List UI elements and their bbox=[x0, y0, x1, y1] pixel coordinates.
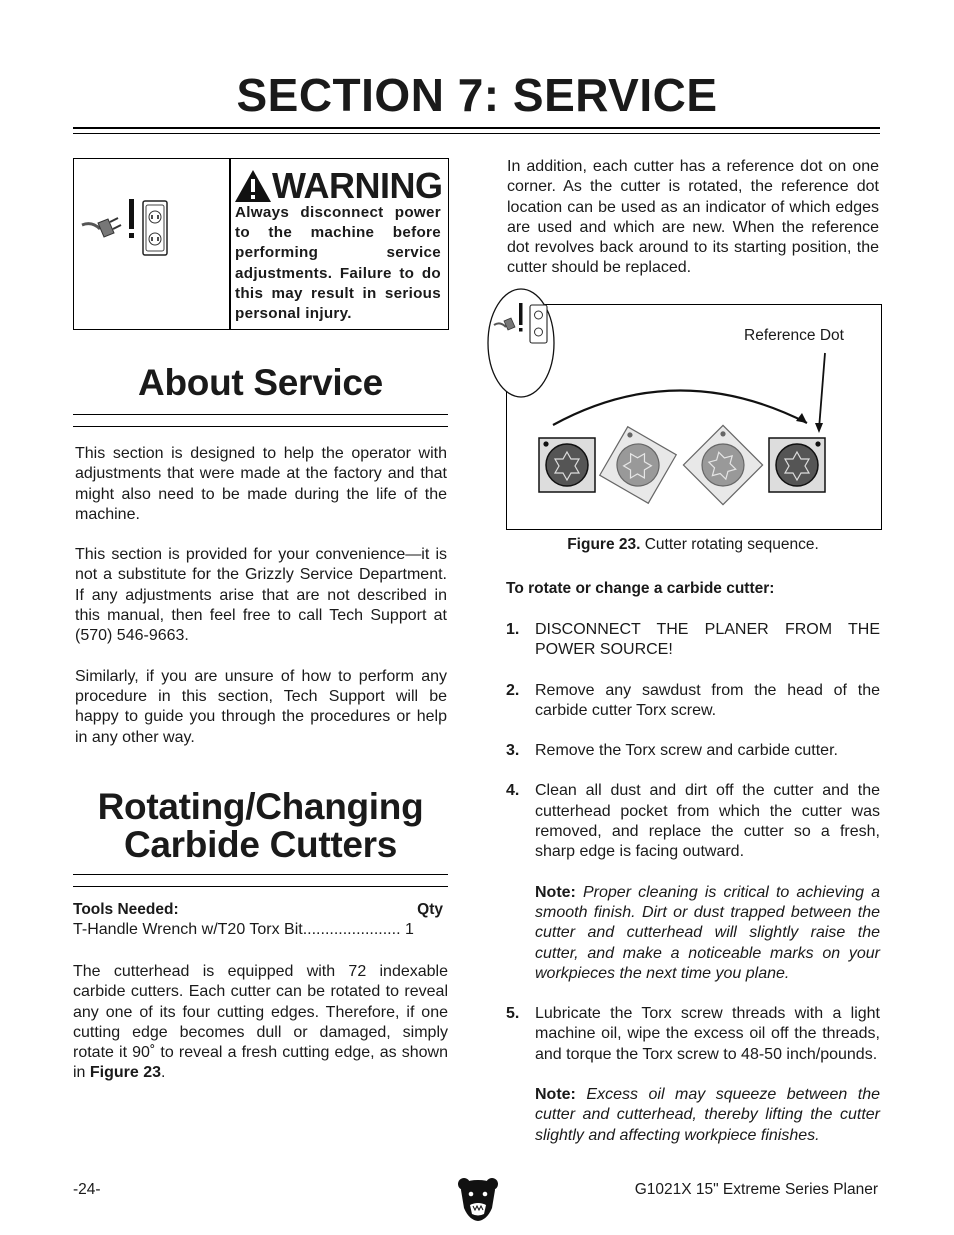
rotating-intro-end: . bbox=[161, 1064, 166, 1082]
note-text: Excess oil may squeeze between the cutter and cutterhead, thereby lifting the cutter slightly and affecting workpiece finishes. bbox=[535, 1086, 880, 1144]
step-number: 5. bbox=[506, 1005, 520, 1023]
step-item bbox=[506, 620, 880, 661]
title-rule-bottom bbox=[73, 133, 880, 134]
cutter-3 bbox=[683, 425, 762, 504]
note-oil bbox=[535, 1085, 880, 1146]
tool-item-qty: 1 bbox=[404, 921, 414, 938]
rotating-heading-line1: Rotating/Changing bbox=[97, 786, 424, 827]
step-item bbox=[506, 781, 880, 862]
step-number: 2. bbox=[506, 681, 520, 699]
about-service-heading: About Service bbox=[138, 362, 383, 403]
step-text: DISCONNECT THE PLANER FROM THE POWER SOURCE! bbox=[535, 621, 880, 659]
rotating-heading bbox=[73, 788, 448, 864]
step-item bbox=[506, 741, 880, 761]
about-body bbox=[75, 444, 447, 768]
warning-box bbox=[73, 158, 449, 330]
reference-dot-intro: In addition, each cutter has a reference dot on one corner. As the cutter is rotated, the reference dot location can be used as an indicator of which edges are used and which are new. When the reference dot revolves back around to its starting position, the cutter should be replaced. bbox=[507, 158, 879, 277]
rotating-rule-2 bbox=[73, 886, 448, 887]
step-number: 1. bbox=[506, 621, 520, 638]
tool-item-name: T-Handle Wrench w/T20 Torx Bit bbox=[73, 921, 303, 938]
about-paragraph: This section is designed to help the operator with adjustments that were made at the factory and that might also need to be made during the life of the machine. bbox=[75, 445, 447, 523]
tool-item-row bbox=[73, 921, 443, 939]
about-paragraph: This section is provided for your convenience—it is not a substitute for the Grizzly Service Department. If any adjustments arise that are not described in this manual, then feel free to call Tech Support at (570) 546-9663. bbox=[75, 546, 447, 645]
figure-caption-label: Figure 23. bbox=[567, 536, 641, 553]
rotating-rule-1 bbox=[73, 874, 448, 875]
page-number: -24- bbox=[73, 1181, 101, 1198]
rotating-intro-text: The cutterhead is equipped with 72 indexable carbide cutters. Each cutter can be rotated to reveal any one of its four cutting edges. Therefore, if one cutting edge becomes dull or damaged, simply rotate it 90˚ to reveal a fresh cutting edge, as shown in bbox=[73, 963, 448, 1082]
cutter-1 bbox=[539, 438, 595, 492]
reference-dot-callout: Reference Dot bbox=[744, 327, 844, 344]
step-text: Lubricate the Torx screw threads with a light machine oil, wipe the excess oil off the threads, and torque the Torx screw to 48-50 inch/pounds. bbox=[535, 1005, 880, 1063]
tools-header bbox=[73, 901, 443, 919]
qty-label: Qty bbox=[417, 901, 443, 918]
rotating-intro bbox=[73, 962, 448, 1084]
step-number: 3. bbox=[506, 742, 520, 760]
cutter-4 bbox=[769, 438, 825, 492]
step-item bbox=[506, 1004, 880, 1065]
procedure-steps bbox=[506, 620, 880, 1166]
model-footer: G1021X 15" Extreme Series Planer bbox=[634, 1181, 878, 1198]
step-number: 4. bbox=[506, 782, 520, 800]
warning-heading bbox=[234, 165, 443, 207]
figure-reference: Figure 23 bbox=[89, 1064, 162, 1082]
section-title: SECTION 7: SERVICE bbox=[236, 69, 718, 121]
about-rule-1 bbox=[73, 414, 448, 415]
note-label: Note: bbox=[535, 1086, 576, 1104]
about-rule-2 bbox=[73, 426, 448, 427]
note-cleaning bbox=[535, 883, 880, 984]
step-text: Clean all dust and dirt off the cutter and the cutterhead pocket from which the cutter was removed, and replace the cutter so a fresh, sharp edge is facing outward. bbox=[535, 782, 880, 861]
step-text: Remove any sawdust from the head of the carbide cutter Torx screw. bbox=[535, 681, 880, 719]
step-text: Remove the Torx screw and carbide cutter. bbox=[535, 742, 838, 760]
step-item bbox=[506, 681, 880, 722]
figure-caption-text: Cutter rotating sequence. bbox=[644, 536, 819, 553]
grizzly-bear-logo bbox=[457, 1176, 499, 1222]
unplug-power-icon bbox=[80, 195, 172, 259]
note-label: Note: bbox=[535, 883, 576, 901]
tools-label: Tools Needed: bbox=[73, 901, 179, 918]
tool-item-dots: ...................... bbox=[302, 921, 401, 938]
unplug-badge-icon bbox=[486, 287, 556, 399]
cutter-2 bbox=[600, 427, 676, 503]
note-text: Proper cleaning is critical to achieving a smooth finish. Dirt or dust trapped between the cutter and cutterhead will slightly raise the cutter, and make a noticeable marks on your workpieces the next time you plane. bbox=[535, 883, 880, 982]
warning-triangle-icon bbox=[234, 169, 272, 203]
warning-divider bbox=[229, 159, 231, 329]
rotating-heading-line2: Carbide Cutters bbox=[123, 824, 398, 865]
procedure-heading: To rotate or change a carbide cutter: bbox=[506, 580, 775, 597]
warning-heading-text: WARNING bbox=[272, 165, 443, 206]
figure-23-box bbox=[506, 304, 882, 530]
title-rule-top bbox=[73, 127, 880, 129]
about-paragraph: Similarly, if you are unsure of how to perform any procedure in this section, Tech Support will be happy to guide you through the procedures or help in any other way. bbox=[75, 667, 447, 746]
warning-text: Always disconnect power to the machine before performing service adjustments. Failure to do this may result in serious personal injury. bbox=[235, 204, 441, 323]
figure-caption bbox=[506, 536, 880, 554]
